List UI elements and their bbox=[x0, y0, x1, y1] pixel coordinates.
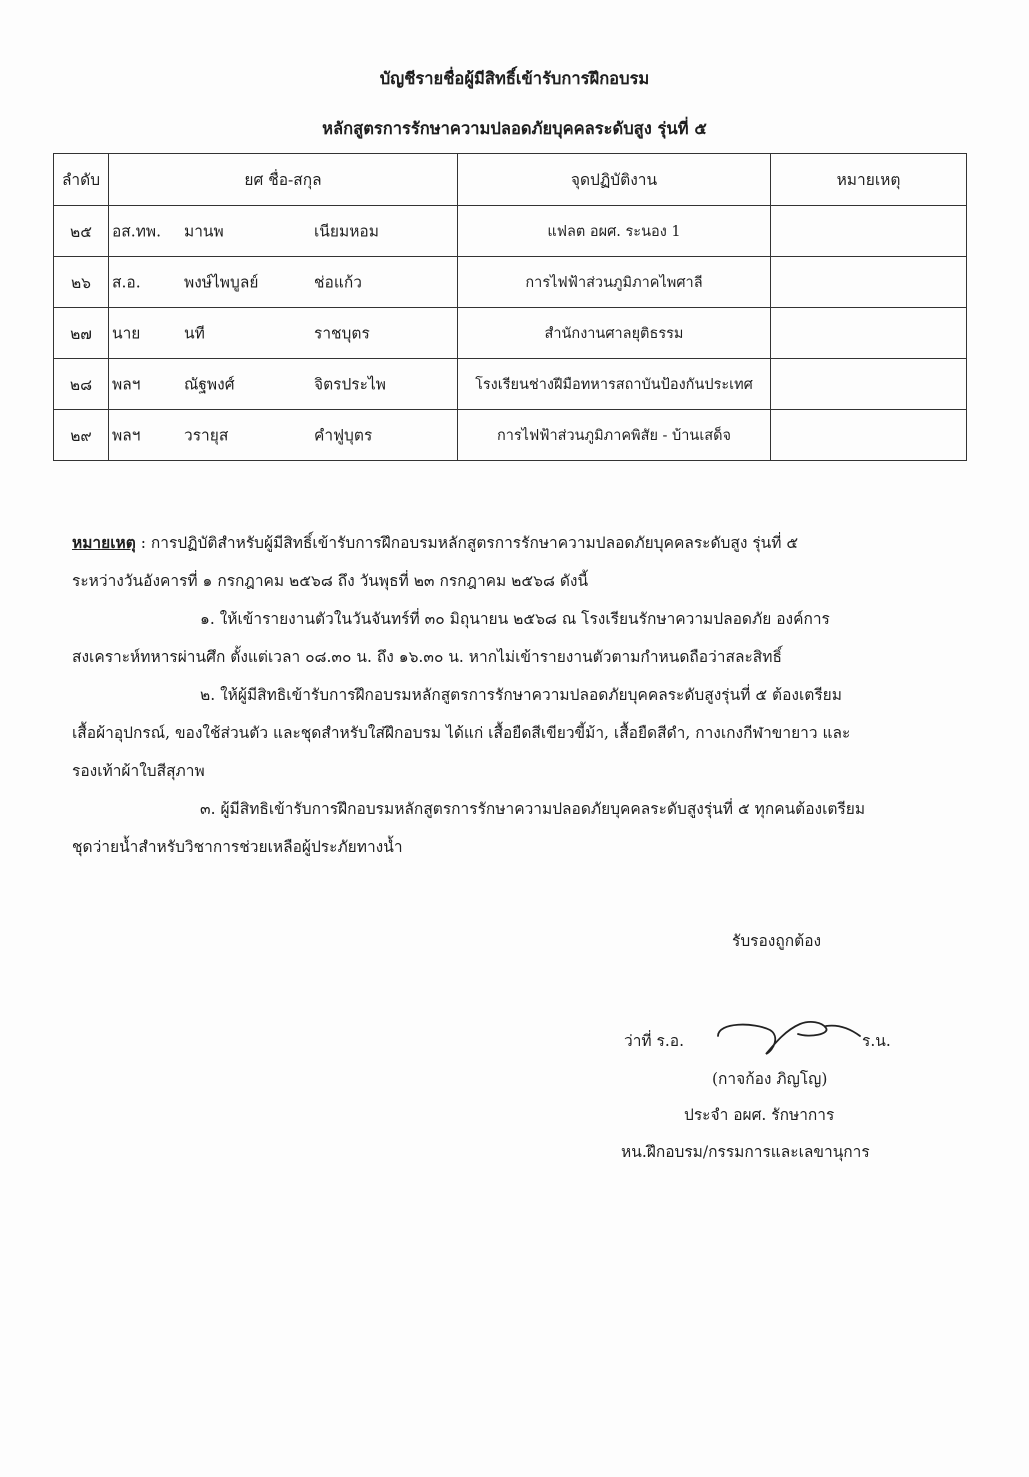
signatory-position: ประจำ อผศ. รักษาการ bbox=[684, 1106, 835, 1124]
row-first-name: วรายุส bbox=[184, 426, 229, 445]
row-last-name: ราชบุตร bbox=[314, 324, 370, 343]
notes-intro-text: : การปฏิบัติสำหรับผู้มีสิทธิ์เข้ารับการฝึกอบรมหลักสูตรการรักษาความปลอดภัยบุคคลระดับสูง รุ่นที่ ๕ bbox=[135, 534, 799, 552]
header-no: ลำดับ bbox=[54, 154, 109, 206]
row-last-name: จิตรประไพ bbox=[314, 375, 386, 394]
row-rank: พลฯ bbox=[112, 426, 141, 445]
row-no: ๒๘ bbox=[54, 359, 109, 410]
row-last-name: ช่อแก้ว bbox=[314, 273, 362, 292]
signature-line bbox=[624, 1022, 914, 1062]
signatory-name: (กาจก้อง ภิญโญ) bbox=[712, 1070, 828, 1088]
row-name bbox=[109, 257, 458, 308]
row-rank: นาย bbox=[112, 324, 141, 343]
row-name bbox=[109, 359, 458, 410]
header-name: ยศ ชื่อ-สกุล bbox=[109, 154, 458, 206]
row-first-name: นที bbox=[184, 324, 205, 343]
notes-item3: ๓. ผู้มีสิทธิเข้ารับการฝึกอบรมหลักสูตรการรักษาความปลอดภัยบุคคลระดับสูงรุ่นที่ ๕ ทุกคนต้องเตรียม bbox=[200, 800, 866, 818]
header-workplace: จุดปฏิบัติงาน bbox=[458, 154, 771, 206]
row-workplace: การไฟฟ้าส่วนภูมิภาคพิสัย - บ้านเสด็จ bbox=[458, 410, 771, 461]
row-remark bbox=[771, 308, 967, 359]
table-row bbox=[54, 257, 967, 308]
row-last-name: คำฟูบุตร bbox=[314, 426, 373, 445]
roster-table bbox=[53, 153, 967, 461]
table-row bbox=[54, 206, 967, 257]
notes-intro-line2: ระหว่างวันอังคารที่ ๑ กรกฎาคม ๒๕๖๘ ถึง วันพุธที่ ๒๓ กรกฎาคม ๒๕๖๘ ดังนี้ bbox=[72, 572, 589, 590]
row-no: ๒๙ bbox=[54, 410, 109, 461]
certify-text: รับรองถูกต้อง bbox=[732, 932, 822, 950]
signature-rank-prefix: ว่าที่ ร.อ. bbox=[624, 1032, 685, 1050]
row-remark bbox=[771, 257, 967, 308]
notes-item2-cont: เสื้อผ้าอุปกรณ์, ของใช้ส่วนตัว และชุดสำหรับใส่ฝึกอบรม ได้แก่ เสื้อยืดสีเขียวขี้ม้า, เสื้อยืดสีดำ, กางเกงกีฬาขายาว และ bbox=[72, 724, 851, 742]
row-last-name: เนียมหอม bbox=[314, 222, 379, 241]
row-first-name: มานพ bbox=[184, 222, 224, 241]
row-name bbox=[109, 308, 458, 359]
row-no: ๒๕ bbox=[54, 206, 109, 257]
row-rank: ส.อ. bbox=[112, 273, 141, 292]
row-remark bbox=[771, 359, 967, 410]
row-workplace: การไฟฟ้าส่วนภูมิภาคไพศาลี bbox=[458, 257, 771, 308]
notes-intro bbox=[72, 524, 952, 562]
row-remark bbox=[771, 206, 967, 257]
row-name bbox=[109, 206, 458, 257]
document-subtitle: หลักสูตรการรักษาความปลอดภัยบุคคลระดับสูง รุ่นที่ ๕ bbox=[322, 119, 707, 138]
header-remark: หมายเหตุ bbox=[771, 154, 967, 206]
signatory-position-2: หน.ฝึกอบรม/กรรมการและเลขานุการ bbox=[621, 1143, 870, 1161]
row-workplace: สำนักงานศาลยุติธรรม bbox=[458, 308, 771, 359]
signature-rank-suffix: ร.น. bbox=[862, 1032, 891, 1050]
notes-item2: ๒. ให้ผู้มีสิทธิเข้ารับการฝึกอบรมหลักสูตรการรักษาความปลอดภัยบุคคลระดับสูงรุ่นที่ ๕ ต้องเตรียม bbox=[200, 686, 842, 704]
notes-item2-cont2: รองเท้าผ้าใบสีสุภาพ bbox=[72, 762, 205, 780]
table-row bbox=[54, 308, 967, 359]
document-title: บัญชีรายชื่อผู้มีสิทธิ์เข้ารับการฝึกอบรม bbox=[379, 69, 650, 88]
handwritten-signature bbox=[714, 1016, 864, 1062]
row-first-name: ณัฐพงศ์ bbox=[184, 375, 235, 394]
row-workplace: โรงเรียนช่างฝีมือทหารสถาบันป้องกันประเทศ bbox=[458, 359, 771, 410]
table-header-row bbox=[54, 154, 967, 206]
row-no: ๒๗ bbox=[54, 308, 109, 359]
row-remark bbox=[771, 410, 967, 461]
row-workplace: แฟลต อผศ. ระนอง 1 bbox=[458, 206, 771, 257]
row-first-name: พงษ์ไพบูลย์ bbox=[184, 273, 259, 292]
notes-item1-cont: สงเคราะห์ทหารผ่านศึก ตั้งแต่เวลา ๐๘.๓๐ น. ถึง ๑๖.๓๐ น. หากไม่เข้ารายงานตัวตามกำหนดถือว่าสละสิทธิ์ bbox=[72, 648, 782, 666]
table-row bbox=[54, 410, 967, 461]
row-rank: พลฯ bbox=[112, 375, 141, 394]
table-row bbox=[54, 359, 967, 410]
notes-label: หมายเหตุ bbox=[72, 533, 136, 552]
row-name bbox=[109, 410, 458, 461]
notes-item3-cont: ชุดว่ายน้ำสำหรับวิชาการช่วยเหลือผู้ประภัยทางน้ำ bbox=[72, 838, 403, 856]
row-rank: อส.ทพ. bbox=[112, 222, 162, 241]
notes-item1: ๑. ให้เข้ารายงานตัวในวันจันทร์ที่ ๓๐ มิถุนายน ๒๕๖๘ ณ โรงเรียนรักษาความปลอดภัย องค์การ bbox=[200, 610, 830, 628]
notes-section bbox=[72, 524, 952, 866]
row-no: ๒๖ bbox=[54, 257, 109, 308]
